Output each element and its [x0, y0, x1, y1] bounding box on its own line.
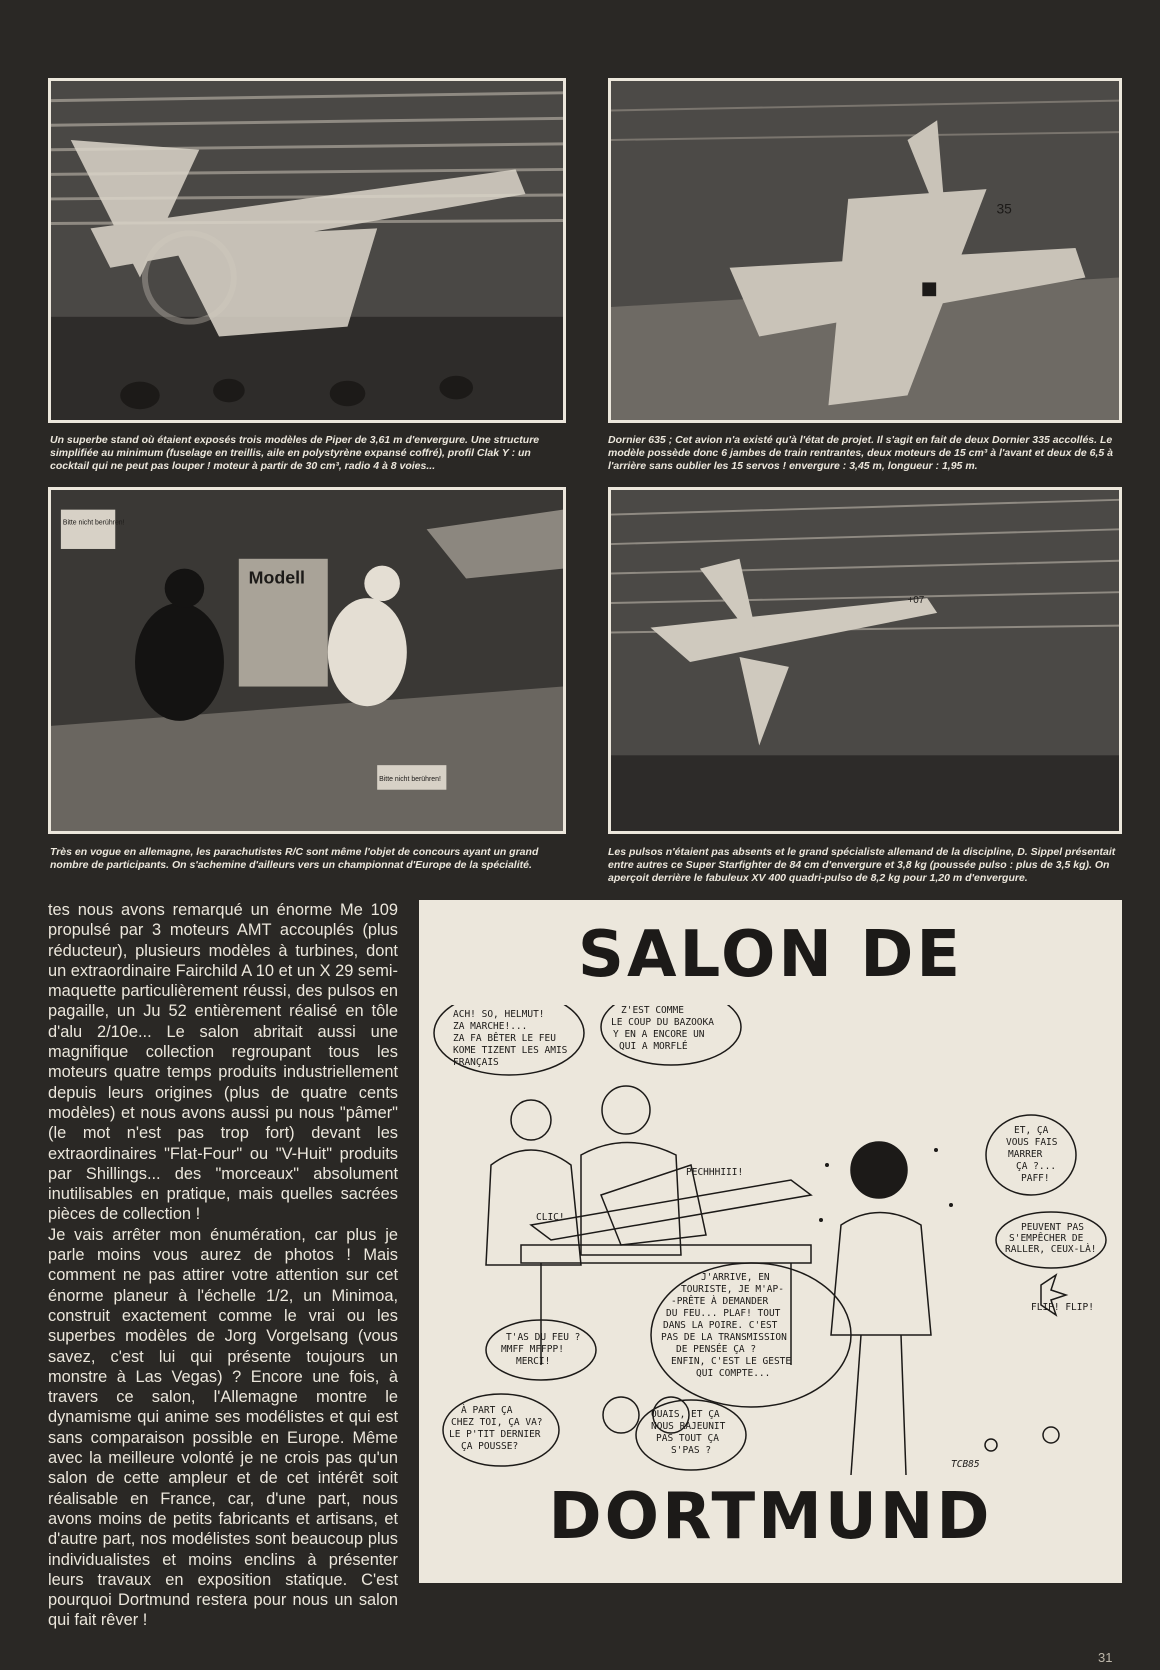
- cartoon-title-bottom: DORTMUND: [548, 1480, 993, 1554]
- cartoon-panel: [419, 900, 1122, 1583]
- photo-piper-stand: [48, 78, 566, 423]
- svg-text:S'EMPÊCHER DE: S'EMPÊCHER DE: [1009, 1233, 1084, 1244]
- cartoon-title-top: SALON DE: [577, 918, 964, 992]
- sound-pechhh: PECHHHIII!: [686, 1167, 744, 1178]
- article-paragraph: Je vais arrêter mon énumération, car plus je parle moins vous aurez de photos ! Mais comment ne pas attirer votre attention sur cet énorme planeur à l'échelle 1/2, un Minimoa, construit exactement comme le vrai ou les superbes modèles de Jorg Vorgelsang (vous savez, c'est lui qui présente toujours un monstre à Las Vegas) ? Encore une fois, à travers ce salon, l'Allemagne montre le dynamisme qui anime ses modélistes et qui est sans comparaison possible en Europe. Même avec la meilleure volonté je ne crois pas qu'un salon de cette ampleur et de cet intérêt soit réalisable en France, car, d'une part, nous avons moins de petits fabricants et artisans, et d'autre part, nos modélistes sont beaucoup plus individualistes et moins enclins à présenter leurs travaux en exposition statique. C'est pourquoi Dortmund restera pour nous un salon qui fait rêver !: [48, 1225, 398, 1630]
- article-body: [48, 900, 398, 1631]
- sound-flip: FLIP! FLIP!: [1031, 1302, 1094, 1313]
- svg-text:LE P'TIT DERNIER: LE P'TIT DERNIER: [449, 1429, 541, 1440]
- svg-text:QUI A MORFLÉ: QUI A MORFLÉ: [619, 1041, 688, 1052]
- svg-text:PEUVENT PAS: PEUVENT PAS: [1021, 1222, 1084, 1233]
- article-paragraph: tes nous avons remarqué un énorme Me 109 propulsé par 3 moteurs AMT accouplés (plus réducteur), plusieurs modèles à turbines, dont un extraordinaire Fairchild A 10 et un X 29 semi-maquette particulièrement réussi, des pulsos en pagaille, un Ju 52 entièrement réalisé en tôle d'alu 2/10e... Le salon abritait aussi une magnifique collection regroupant tous les moteurs quatre temps produits industriellement depuis leurs origines (plus de quatre cents modèles) et nous avons aussi pu nous "pâmer" (le mot n'est pas trop fort) devant les extraordinaires "Flat-Four" ou "V-Huit" produits par Shillings... des "morceaux" absolument inutilisables en pratique, mais quelles sacrées pièces de collection !: [48, 901, 398, 1224]
- svg-text:À PART ÇA: À PART ÇA: [461, 1405, 513, 1416]
- svg-text:MMFF MFFPP!: MMFF MFFPP!: [501, 1344, 564, 1355]
- svg-text:-PRÊTE À DEMANDER: -PRÊTE À DEMANDER: [671, 1296, 769, 1307]
- svg-text:ZA MARCHE!...: ZA MARCHE!...: [453, 1021, 528, 1032]
- photo-sign-top: Bitte nicht berühren!: [62, 519, 125, 527]
- svg-text:ENFIN, C'EST LE GESTE: ENFIN, C'EST LE GESTE: [671, 1356, 792, 1367]
- photo-tail-code: 35: [996, 201, 1012, 217]
- caption-dornier-635: Dornier 635 ; Cet avion n'a existé qu'à l'état de projet. Il s'agit en fait de deux Dornier 335 accollés. Le modèle possède donc 6 jambes de train rentrantes, deux moteurs de 15 cm³ à l'avant et deux de 6,5 à l'arrière sans oublier les 15 servos ! envergure : 3,45 m, longueur : 1,95 m.: [608, 434, 1113, 472]
- bubble-rajeunit: [651, 1409, 726, 1456]
- cartoon-signature: TCB85: [951, 1459, 980, 1470]
- bubble-touriste: [661, 1272, 791, 1379]
- svg-text:PAS TOUT ÇA: PAS TOUT ÇA: [656, 1433, 719, 1444]
- bubble-feu: [501, 1332, 580, 1367]
- svg-text:LE COUP DU BAZOOKA: LE COUP DU BAZOOKA: [611, 1017, 714, 1028]
- svg-text:NOUS RAJEUNIT: NOUS RAJEUNIT: [651, 1421, 726, 1432]
- photo-parachutists: [48, 487, 566, 834]
- svg-text:TOURISTE, JE M'AP-: TOURISTE, JE M'AP-: [681, 1284, 784, 1295]
- svg-text:T'AS DU FEU ?: T'AS DU FEU ?: [506, 1332, 581, 1343]
- svg-text:CHEZ TOI, ÇA VA?: CHEZ TOI, ÇA VA?: [451, 1417, 543, 1428]
- svg-text:PAFF!: PAFF!: [1021, 1173, 1050, 1184]
- photo-starfighter: [608, 487, 1122, 834]
- svg-text:VOUS FAIS: VOUS FAIS: [1006, 1137, 1058, 1148]
- svg-text:ET, ÇA: ET, ÇA: [1014, 1125, 1049, 1136]
- svg-text:DE PENSÉE ÇA ?: DE PENSÉE ÇA ?: [676, 1344, 757, 1355]
- page-number: 31: [1098, 1650, 1113, 1665]
- caption-piper-stand: Un superbe stand où étaient exposés trois modèles de Piper de 3,61 m d'envergure. Une structure simplifiée au minimum (fuselage en treillis, aile en polystyrène expansé coffré), profil Clak Y : un cocktail qui ne peut pas louper ! moteur à partir de 30 cm³, radio 4 à 8 voies...: [50, 434, 540, 472]
- svg-text:ZA FA BÊTER LE FEU: ZA FA BÊTER LE FEU: [453, 1033, 556, 1044]
- bubble-bazooka: [611, 1005, 714, 1052]
- svg-text:S'PAS ?: S'PAS ?: [671, 1445, 712, 1456]
- svg-text:Y EN A ENCORE UN: Y EN A ENCORE UN: [613, 1029, 705, 1040]
- svg-text:PAS DE LA TRANSMISSION: PAS DE LA TRANSMISSION: [661, 1332, 787, 1343]
- svg-text:ÇA ?...: ÇA ?...: [1016, 1161, 1057, 1172]
- photo-starfighter-code: +07: [907, 595, 925, 607]
- photo-dornier-635: [608, 78, 1122, 423]
- photo-sign-bottom: Bitte nicht berühren!: [379, 775, 441, 783]
- svg-text:QUI COMPTE...: QUI COMPTE...: [696, 1368, 771, 1379]
- caption-starfighter: Les pulsos n'étaient pas absents et le grand spécialiste allemand de la discipline, D. Sippel présentait entre autres ce Super Starfighter de 84 cm d'envergure et 3,8 kg (poussée pulso : plus de 3,5 kg). On aperçoit derrière le fabuleux XV 400 quadri-pulso de 8,2 kg pour 1,20 m d'envergure.: [608, 846, 1116, 884]
- bubble-chez-toi: [449, 1404, 543, 1452]
- svg-text:ÇA POUSSE?: ÇA POUSSE?: [461, 1441, 519, 1452]
- bubble-empecher: [1005, 1222, 1097, 1255]
- bubble-helmut: [453, 1009, 568, 1068]
- cartoon-illustration: [431, 1005, 1110, 1475]
- svg-text:MERCI!: MERCI!: [516, 1356, 551, 1367]
- svg-text:DANS LA POIRE. C'EST: DANS LA POIRE. C'EST: [663, 1320, 778, 1331]
- svg-text:MARRER: MARRER: [1008, 1149, 1043, 1160]
- svg-text:J'ARRIVE, EN: J'ARRIVE, EN: [701, 1272, 770, 1283]
- svg-text:RALLER, CEUX-LÀ!: RALLER, CEUX-LÀ!: [1005, 1244, 1097, 1255]
- svg-text:DU FEU... PLAF! TOUT: DU FEU... PLAF! TOUT: [666, 1308, 781, 1319]
- svg-text:KOME TIZENT LES AMIS: KOME TIZENT LES AMIS: [453, 1045, 568, 1056]
- svg-text:ACH! SO, HELMUT!: ACH! SO, HELMUT!: [453, 1009, 545, 1020]
- svg-text:FRANÇAIS: FRANÇAIS: [453, 1057, 499, 1068]
- caption-parachutists: Très en vogue en allemagne, les parachutistes R/C sont même l'objet de concours ayant un grand nombre de participants. On s'achemine d'ailleurs vers un championnat d'Europe de la spécialité.: [50, 846, 539, 871]
- bubble-marrer: [1006, 1125, 1058, 1184]
- photo-magazine-title: Modell: [248, 567, 306, 588]
- svg-text:OUAIS, ET ÇA: OUAIS, ET ÇA: [651, 1409, 720, 1420]
- svg-text:Z'EST COMME: Z'EST COMME: [621, 1005, 684, 1016]
- sound-clic: CLIC!: [536, 1212, 565, 1223]
